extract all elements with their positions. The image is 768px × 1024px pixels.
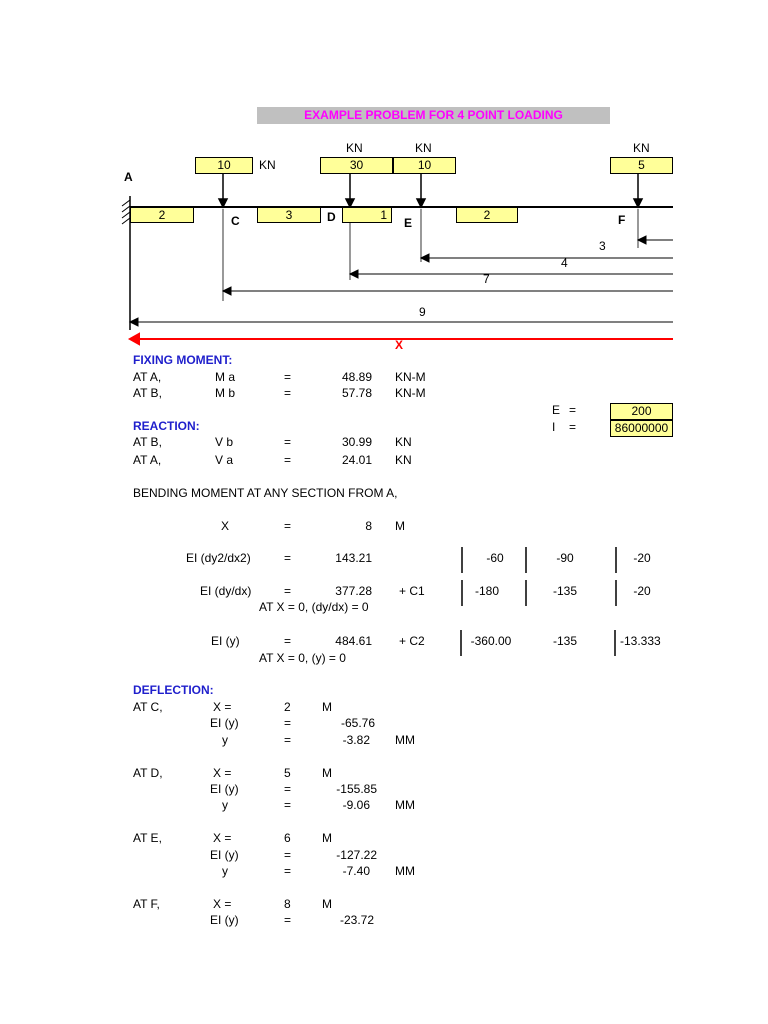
bending-row3-term2: -135 [552, 634, 578, 648]
bending-row1-label: EI (dy2/dx2) [186, 551, 251, 565]
defl-c-y-label: y [222, 733, 228, 747]
defl-f-at: AT F, [133, 897, 160, 911]
point-label-c: C [231, 214, 240, 228]
load-box-e: 10 [393, 157, 456, 174]
reaction-val-a: 24.01 [341, 453, 372, 467]
fixing-sym-b: M b [215, 386, 236, 400]
defl-f-x-unit: M [322, 897, 332, 911]
defl-c-ei: -65.76 [340, 716, 375, 730]
load-box-f: 5 [610, 157, 673, 174]
i-label: I [552, 420, 556, 434]
defl-d-y-unit: MM [395, 798, 415, 812]
fixing-at-b: AT B, [133, 386, 162, 400]
defl-f-x: 8 [284, 897, 291, 911]
defl-d-x-unit: M [322, 766, 332, 780]
bending-row3-val: 484.61 [335, 634, 372, 648]
dim-label-3: 3 [599, 239, 606, 253]
fixing-val-b: 57.78 [341, 386, 372, 400]
point-label-e: E [404, 216, 413, 230]
span-box-ac: 2 [130, 207, 194, 223]
bending-row2-label: EI (dy/dx) [200, 584, 252, 598]
bending-row3-eq: = [284, 634, 292, 648]
bending-row3-c: + C2 [399, 634, 425, 648]
e-label: E [552, 403, 561, 417]
reaction-unit-b: KN [395, 435, 412, 449]
reaction-sym-a: V a [215, 453, 234, 467]
fixing-unit-b: KN-M [395, 386, 426, 400]
reaction-at-a: AT A, [133, 453, 162, 467]
defl-e-y-eq: = [284, 864, 292, 878]
reaction-unit-a: KN [395, 453, 412, 467]
fixing-unit-a: KN-M [395, 370, 426, 384]
defl-d-y-label: y [222, 798, 228, 812]
bending-row2-term3: -20 [633, 584, 651, 598]
bending-row2-term1: -180 [474, 584, 500, 598]
bending-row2-term2: -135 [552, 584, 578, 598]
bending-row1-val: 143.21 [335, 551, 372, 565]
defl-f-ei-eq: = [284, 913, 292, 927]
defl-d-x-label: X = [213, 766, 232, 780]
bending-row2-val: 377.28 [335, 584, 372, 598]
bending-row1-term3: -20 [633, 551, 651, 565]
defl-d-y: -9.06 [342, 798, 370, 812]
load-unit-d: KN [346, 141, 363, 155]
defl-c-at: AT C, [133, 700, 163, 714]
bending-intro: BENDING MOMENT AT ANY SECTION FROM A, [133, 486, 398, 500]
bending-row2-eq: = [284, 584, 292, 598]
dim-label-7: 7 [483, 272, 490, 286]
defl-e-x-label: X = [213, 831, 232, 845]
bending-row1-eq: = [284, 551, 292, 565]
point-label-f: F [618, 213, 626, 227]
dim-label-4: 4 [561, 256, 568, 270]
defl-c-y-eq: = [284, 733, 292, 747]
defl-f-x-label: X = [213, 897, 232, 911]
deflection-header: DEFLECTION: [133, 683, 214, 697]
defl-e-at: AT E, [133, 831, 162, 845]
defl-e-y: -7.40 [342, 864, 370, 878]
load-unit-f: KN [633, 141, 650, 155]
defl-e-y-unit: MM [395, 864, 415, 878]
page-title: EXAMPLE PROBLEM FOR 4 POINT LOADING [257, 107, 610, 124]
defl-c-x: 2 [284, 700, 291, 714]
defl-c-y: -3.82 [342, 733, 370, 747]
i-value-box: 86000000 [610, 420, 673, 437]
fixing-at-a: AT A, [133, 370, 162, 384]
reaction-eq-b: = [284, 435, 292, 449]
defl-f-ei-label: EI (y) [210, 913, 239, 927]
e-value-box: 200 [610, 403, 673, 420]
reaction-eq-a: = [284, 453, 292, 467]
load-unit-e: KN [415, 141, 432, 155]
defl-d-x: 5 [284, 766, 291, 780]
bending-row2-note: AT X = 0, (dy/dx) = 0 [259, 600, 369, 614]
defl-c-y-unit: MM [395, 733, 415, 747]
defl-e-x: 6 [284, 831, 291, 845]
defl-d-ei-label: EI (y) [210, 782, 239, 796]
bending-row2-c: + C1 [399, 584, 425, 598]
load-unit-c: KN [259, 158, 276, 172]
load-box-c: 10 [195, 157, 253, 174]
reaction-sym-b: V b [215, 435, 234, 449]
defl-e-ei-label: EI (y) [210, 848, 239, 862]
defl-e-x-unit: M [322, 831, 332, 845]
reaction-val-b: 30.99 [341, 435, 372, 449]
defl-d-ei: -155.85 [336, 782, 377, 796]
bending-x-label: X [221, 519, 230, 533]
reaction-at-b: AT B, [133, 435, 162, 449]
defl-e-y-label: y [222, 864, 228, 878]
span-box-cd: 3 [257, 207, 321, 223]
bending-x-eq: = [284, 519, 292, 533]
point-label-d: D [327, 210, 336, 224]
defl-e-ei-eq: = [284, 848, 292, 862]
bending-row3-note: AT X = 0, (y) = 0 [259, 651, 346, 665]
fixing-sym-a: M a [215, 370, 236, 384]
defl-c-ei-eq: = [284, 716, 292, 730]
fixing-val-a: 48.89 [341, 370, 372, 384]
point-label-a: A [124, 170, 133, 184]
defl-f-ei: -23.72 [339, 913, 374, 927]
e-eq: = [569, 403, 577, 417]
i-eq: = [569, 420, 577, 434]
span-box-ef: 2 [456, 207, 518, 223]
defl-c-ei-label: EI (y) [210, 716, 239, 730]
defl-c-x-unit: M [322, 700, 332, 714]
bending-x-unit: M [395, 519, 405, 533]
defl-c-x-label: X = [213, 700, 232, 714]
dim-label-9: 9 [419, 305, 426, 319]
fixing-eq-b: = [284, 386, 292, 400]
bending-row1-term1: -60 [486, 551, 504, 565]
bending-row3-term3: -13.333 [620, 634, 661, 648]
bending-row3-label: EI (y) [211, 634, 240, 648]
defl-d-ei-eq: = [284, 782, 292, 796]
bending-x-val: 8 [365, 519, 372, 533]
defl-d-at: AT D, [133, 766, 163, 780]
dim-label-x: X [395, 338, 404, 352]
bending-row1-term2: -90 [556, 551, 574, 565]
span-box-de: 1 [342, 207, 392, 223]
fixing-eq-a: = [284, 370, 292, 384]
bending-row3-term1: -360.00 [470, 634, 512, 648]
fixing-header: FIXING MOMENT: [133, 353, 233, 367]
defl-d-y-eq: = [284, 798, 292, 812]
defl-e-ei: -127.22 [336, 848, 377, 862]
reaction-header: REACTION: [133, 419, 200, 433]
load-box-d: 30 [320, 157, 393, 174]
